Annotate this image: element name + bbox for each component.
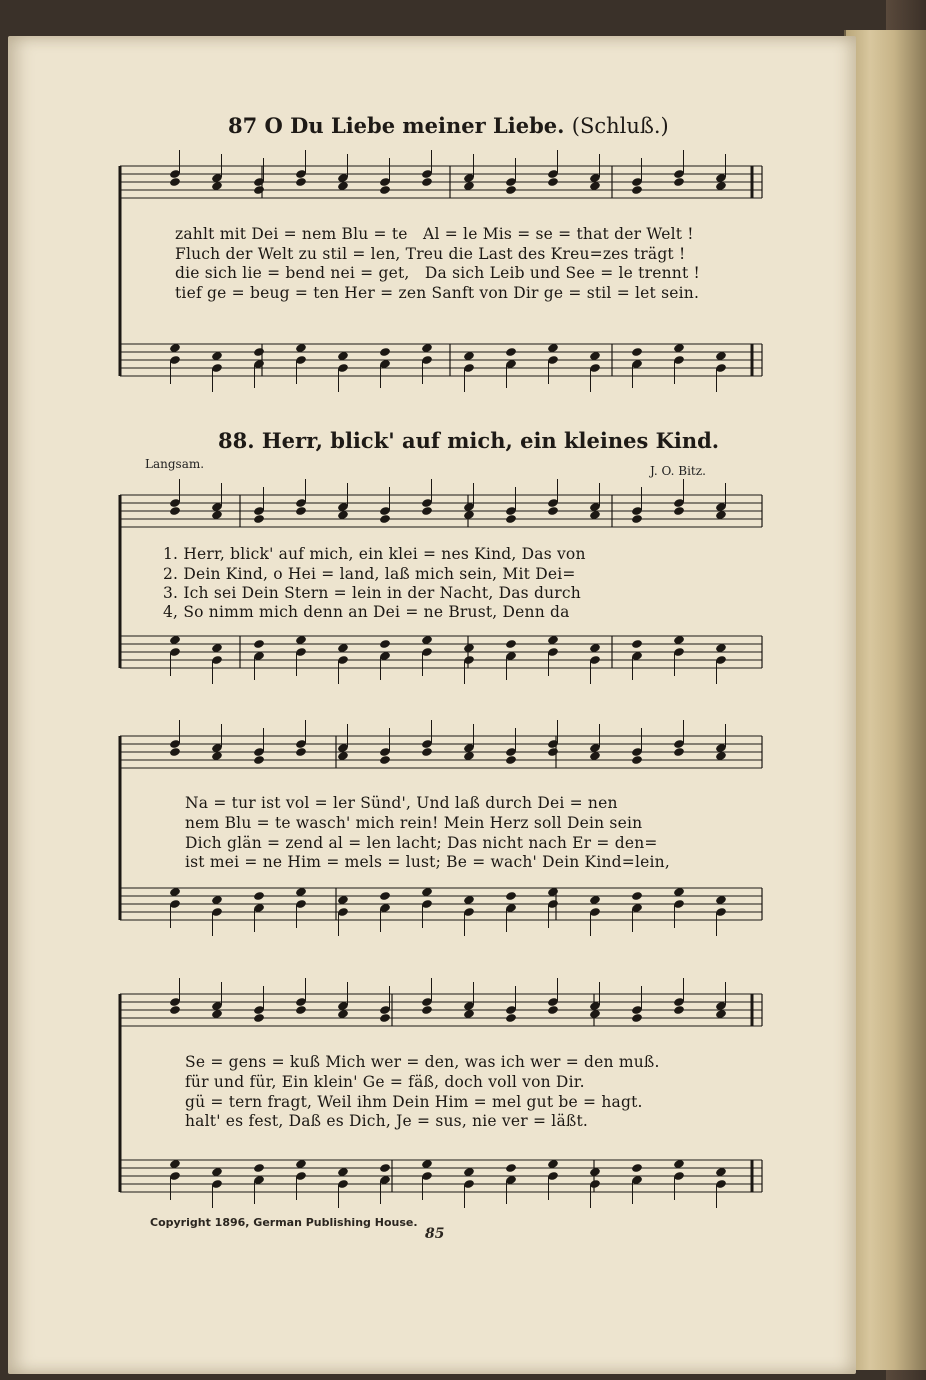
treble-note	[547, 177, 559, 187]
tempo-marking: Langsam.	[145, 457, 205, 471]
hymn-87-name: O Du Liebe meiner Liebe.	[264, 113, 565, 138]
treble-note	[295, 1005, 307, 1015]
bass-note	[379, 891, 391, 901]
hymn-88-title: 88. Herr, blick' auf mich, ein kleines Kind.	[218, 428, 720, 453]
treble-note	[253, 514, 265, 524]
hymn-88-system3-line-3: gü = tern fragt, Weil ihm Dein Him = mel gut be = hagt.	[185, 1093, 643, 1111]
composer-credit: J. O. Bitz.	[650, 464, 706, 478]
bass-note	[631, 891, 643, 901]
treble-note	[673, 1005, 685, 1015]
hymn-88-system3-line-2: für und für, Ein klein' Ge = fäß, doch voll von Dir.	[185, 1073, 585, 1091]
hymn-88-system2-line-3: Dich glän = zend al = len lacht; Das nicht nach Er = den=	[185, 834, 658, 852]
treble-note	[169, 747, 181, 757]
treble-note	[547, 506, 559, 516]
treble-note	[421, 747, 433, 757]
bass-note	[253, 347, 265, 357]
treble-note	[547, 1005, 559, 1015]
treble-note	[631, 514, 643, 524]
treble-note	[505, 185, 517, 195]
bass-note	[631, 639, 643, 649]
treble-note	[253, 185, 265, 195]
hymn-87-lyric-line-2: Fluch der Welt zu stil = len, Treu die Last des Kreu=zes trägt !	[175, 245, 686, 263]
copyright-notice: Copyright 1896, German Publishing House.	[150, 1216, 418, 1229]
page-number: 85	[425, 1226, 445, 1242]
hymn-88-system3-line-1: Se = gens = kuß Mich wer = den, was ich wer = den muß.	[185, 1053, 660, 1071]
bass-note	[379, 347, 391, 357]
treble-note	[379, 514, 391, 524]
bass-note	[253, 639, 265, 649]
hymn-87-subtitle: (Schluß.)	[571, 114, 669, 138]
treble-note	[295, 177, 307, 187]
bass-note	[253, 1163, 265, 1173]
bass-note	[631, 1163, 643, 1173]
treble-note	[631, 755, 643, 765]
hymn-87-number: 87	[228, 113, 258, 138]
treble-note	[421, 506, 433, 516]
hymn-88-system2-line-2: nem Blu = te wasch' mich rein! Mein Herz soll Dein sein	[185, 814, 643, 832]
treble-note	[295, 747, 307, 757]
bass-note	[505, 639, 517, 649]
hymn-88-system3-line-4: halt' es fest, Daß es Dich, Je = sus, nie ver = läßt.	[185, 1112, 589, 1130]
hymn-88-verse-line-1: 1. Herr, blick' auf mich, ein klei = nes Kind, Das von	[163, 545, 586, 563]
treble-note	[421, 177, 433, 187]
treble-note	[505, 1013, 517, 1023]
treble-note	[673, 747, 685, 757]
hymn-87-lyric-line-3: die sich lie = bend nei = get, Da sich Leib und See = le trennt !	[175, 264, 700, 282]
treble-note	[673, 506, 685, 516]
bass-note	[253, 891, 265, 901]
hymn-88-verse-line-2: 2. Dein Kind, o Hei = land, laß mich sein, Mit Dei=	[163, 565, 576, 583]
treble-note	[547, 747, 559, 757]
treble-note	[505, 514, 517, 524]
bass-note	[505, 1163, 517, 1173]
treble-note	[295, 506, 307, 516]
bass-note	[379, 639, 391, 649]
treble-note	[379, 185, 391, 195]
treble-note	[169, 1005, 181, 1015]
bass-note	[505, 347, 517, 357]
treble-note	[505, 755, 517, 765]
treble-note	[631, 185, 643, 195]
hymn-88-verse-line-3: 3. Ich sei Dein Stern = lein in der Nacht, Das durch	[163, 584, 581, 602]
bass-note	[631, 347, 643, 357]
hymn-87-lyric-line-1: zahlt mit Dei = nem Blu = te Al = le Mis = se = that der Welt !	[175, 225, 694, 243]
treble-note	[421, 1005, 433, 1015]
treble-note	[253, 755, 265, 765]
hymn-88-system2-line-1: Na = tur ist vol = ler Sünd', Und laß durch Dei = nen	[185, 794, 618, 812]
treble-note	[169, 177, 181, 187]
treble-note	[379, 1013, 391, 1023]
hymn-87-lyric-line-4: tief ge = beug = ten Her = zen Sanft von Dir ge = stil = let sein.	[175, 284, 700, 302]
bass-note	[505, 891, 517, 901]
hymn-88-system2-line-4: ist mei = ne Him = mels = lust; Be = wach' Dein Kind=lein,	[185, 853, 670, 871]
bass-note	[379, 1163, 391, 1173]
hymn-88-verse-line-4: 4, So nimm mich denn an Dei = ne Brust, Denn da	[163, 603, 570, 621]
treble-note	[673, 177, 685, 187]
treble-note	[169, 506, 181, 516]
treble-note	[379, 755, 391, 765]
treble-note	[631, 1013, 643, 1023]
treble-note	[253, 1013, 265, 1023]
